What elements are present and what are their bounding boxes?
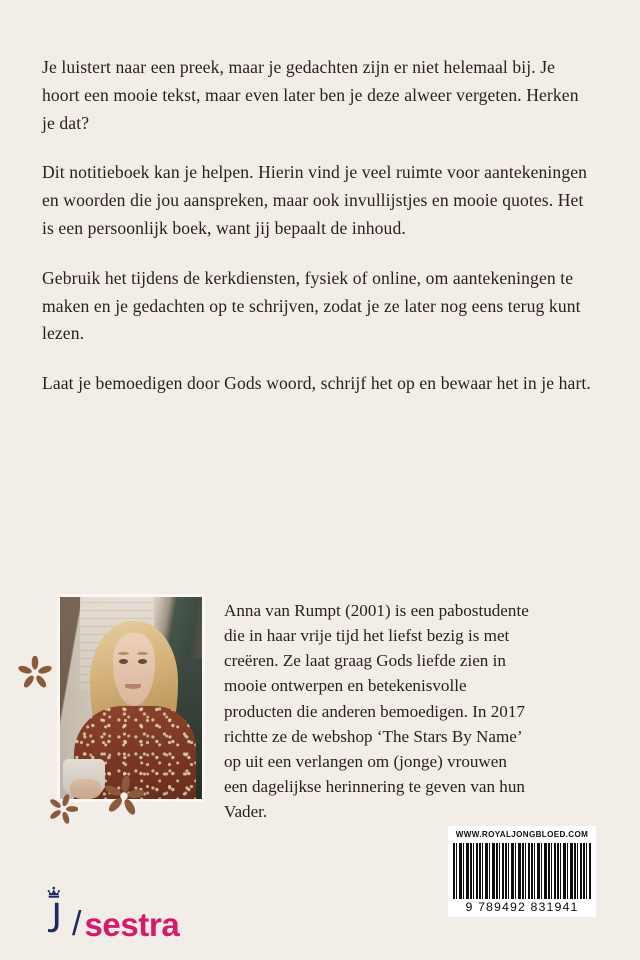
blurb-paragraph-1: Je luistert naar een preek, maar je gedachten zijn er niet helemaal bij. Je hoort een mooie tekst, maar even later ben je deze alweer vergeten. Herken je dat? — [42, 57, 579, 133]
author-bio — [224, 598, 534, 824]
author-photo-frame — [57, 594, 205, 802]
barcode-bars — [453, 843, 591, 899]
blurb-paragraph-3: Gebruik het tijdens de kerkdiensten, fysiek of online, om aantekeningen te maken en je gedachten op te schrijven, zodat je ze later nog eens terug kunt lezen. — [42, 267, 581, 344]
author-bio-text: Anna van Rumpt (2001) is een pabostudente die in haar vrije tijd het liefst bezig is met creëren. Ze laat graag Gods liefde zien in mooie ontwerpen en betekenisvolle producten die anderen bemoedigen. In 2017 richtte ze de webshop ‘The Stars By Name’ op uit een verlangen om (jonge) vrouwen een dagelijkse herinnering te geven van hun Vader. — [224, 601, 529, 821]
flower-icon — [48, 794, 78, 824]
isbn-digits: 9 789492 831941 — [465, 899, 579, 914]
barcode-block — [448, 826, 596, 917]
author-section — [0, 594, 640, 824]
flower-icon — [104, 776, 144, 816]
logo-separator: / — [72, 905, 82, 943]
publisher-logo — [40, 886, 179, 942]
royal-jongbloed-crown-j-icon — [40, 885, 70, 942]
blurb-text-block — [42, 54, 594, 398]
flower-icon — [18, 656, 52, 690]
author-photo — [60, 597, 202, 799]
imprint-name: sestra — [84, 906, 180, 943]
blurb-paragraph-4: Laat je bemoedigen door Gods woord, schrijf het op en bewaar het in je hart. — [42, 373, 591, 394]
publisher-url: WWW.ROYALJONGBLOED.COM — [455, 830, 589, 839]
blurb-paragraph-2: Dit notitieboek kan je helpen. Hierin vind je veel ruimte voor aantekeningen en woorden die jou aanspreken, maar ook invullijstjes en mooie quotes. Het is een persoonlijk boek, want jij bepaalt de inhoud. — [42, 162, 588, 238]
